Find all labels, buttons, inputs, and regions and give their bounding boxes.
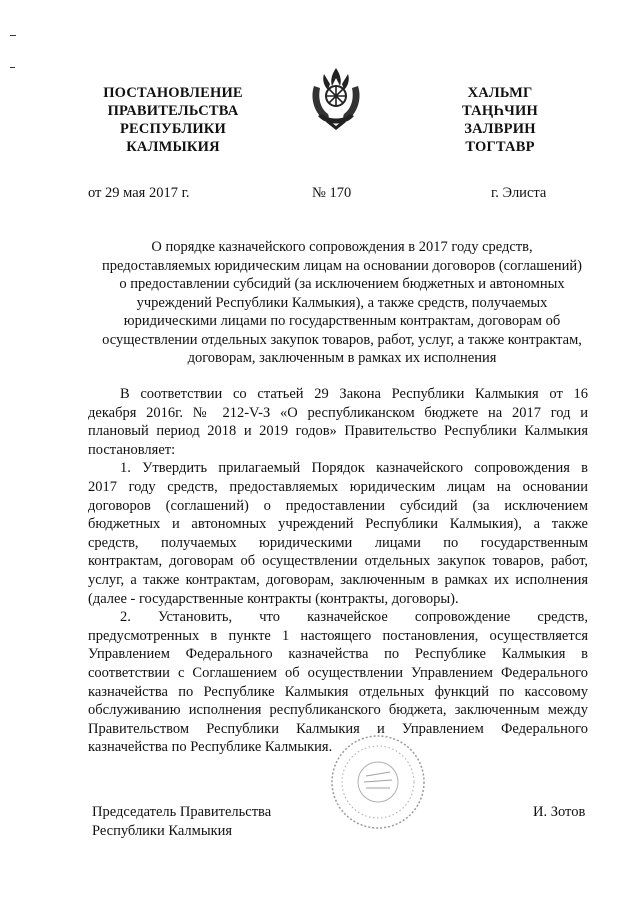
header-left-line: КАЛМЫКИЯ [126,139,220,155]
body-line: средств, получаемых юридическими лицами по государственным [88,534,588,551]
header-right-line: ХАЛЬМГ [467,85,533,101]
header-left-line: ПРАВИТЕЛЬСТВА [107,103,239,119]
body-line: казначейства по Республике Калмыкия. [88,739,333,756]
body-line: плановый период 2018 и 2019 годов» Правительство Республики Калмыкия [88,423,588,440]
body-line: Управлением Федерального казначейства по Республике Калмыкия в [88,646,588,663]
title-line: договорам, заключенным в рамках их исполнения [187,350,497,366]
body-line: 1. Утвердить прилагаемый Порядок казначейского сопровождения в [120,460,588,477]
header-left-line: ПОСТАНОВЛЕНИЕ [103,85,243,101]
document-title [92,238,592,368]
signatory-position [92,803,271,840]
body-line: договоров (соглашений) о предоставлении субсидий (за исключением [88,497,588,514]
title-line: учреждений Республики Калмыкия), а также средств, получаемых [136,294,548,311]
coat-of-arms-emblem [304,64,368,132]
body-line: постановляет: [88,441,176,458]
body-line: 2. Установить, что казначейское сопровождение средств, [120,609,588,626]
header-left-line: РЕСПУБЛИКИ [119,121,227,137]
header-right-line: ТАҢҺЧИН [462,103,538,119]
body-line: казначейства по Республике Калмыкия отдельных функций по кассовому [88,683,588,700]
body-line: 2017 году средств, предоставляемых юридическим лицам на основании [88,478,588,495]
body-line: бюджетных и автономных учреждений Республики Калмыкия), а также [88,516,588,533]
title-line: О порядке казначейского сопровождения в 2017 году средств, [151,239,533,255]
body-line: (далее - государственные контракты (контракты, договоры). [88,590,459,607]
header-left-title [88,84,258,156]
paragraph-item-1 [88,459,588,608]
document-city: г. Элиста [491,185,547,201]
header-right-line: ТОГТАВР [465,139,535,155]
signatory-position-line: Республики Калмыкия [92,822,233,839]
signatory-position-line: Председатель Правительства [92,804,272,820]
body-line: услуг, а также контрактам, договорам, заключенным в рамках их исполнения [88,571,588,588]
body-line: соответствии с Соглашением об осуществлении Управлением Федерального [88,664,588,681]
paragraph-preamble [88,385,588,459]
document-number: № 170 [312,185,352,201]
header-right-title [440,84,560,156]
scan-mark [10,35,16,36]
title-line: осуществлении отдельных закупок товаров, работ, услуг, а также контрактам, [102,331,582,348]
header-right-line: ЗАЛВРИН [464,121,536,137]
signatory-name: И. Зотов [533,804,586,820]
document-body [88,385,588,757]
body-line: обслуживанию исполнения республиканского бюджета, заключенным между [88,702,588,719]
document-date: от 29 мая 2017 г. [88,185,190,201]
body-line: Правительством Республики Калмыкия и Управлением Федерального [88,720,588,737]
title-line: юридическими лицами по государственным контрактам, договорам об [123,313,561,329]
title-line: предоставляемых юридическим лицам на основании договоров (соглашений) [102,257,582,274]
body-line: контрактам, договорам об осуществлении отдельных закупок товаров, работ, [88,553,588,570]
official-stamp [328,732,428,832]
body-line: декабря 2016г. № 212-V-З «О республиканском бюджете на 2017 год и [88,404,588,421]
body-line: В соответствии со статьей 29 Закона Республики Калмыкия от 16 [120,386,588,402]
scan-mark [10,67,15,68]
title-line: о предоставлении субсидий (за исключением бюджетных и автономных [119,276,565,292]
body-line: предусмотренных в пункте 1 настоящего постановления, осуществляется [88,627,588,644]
